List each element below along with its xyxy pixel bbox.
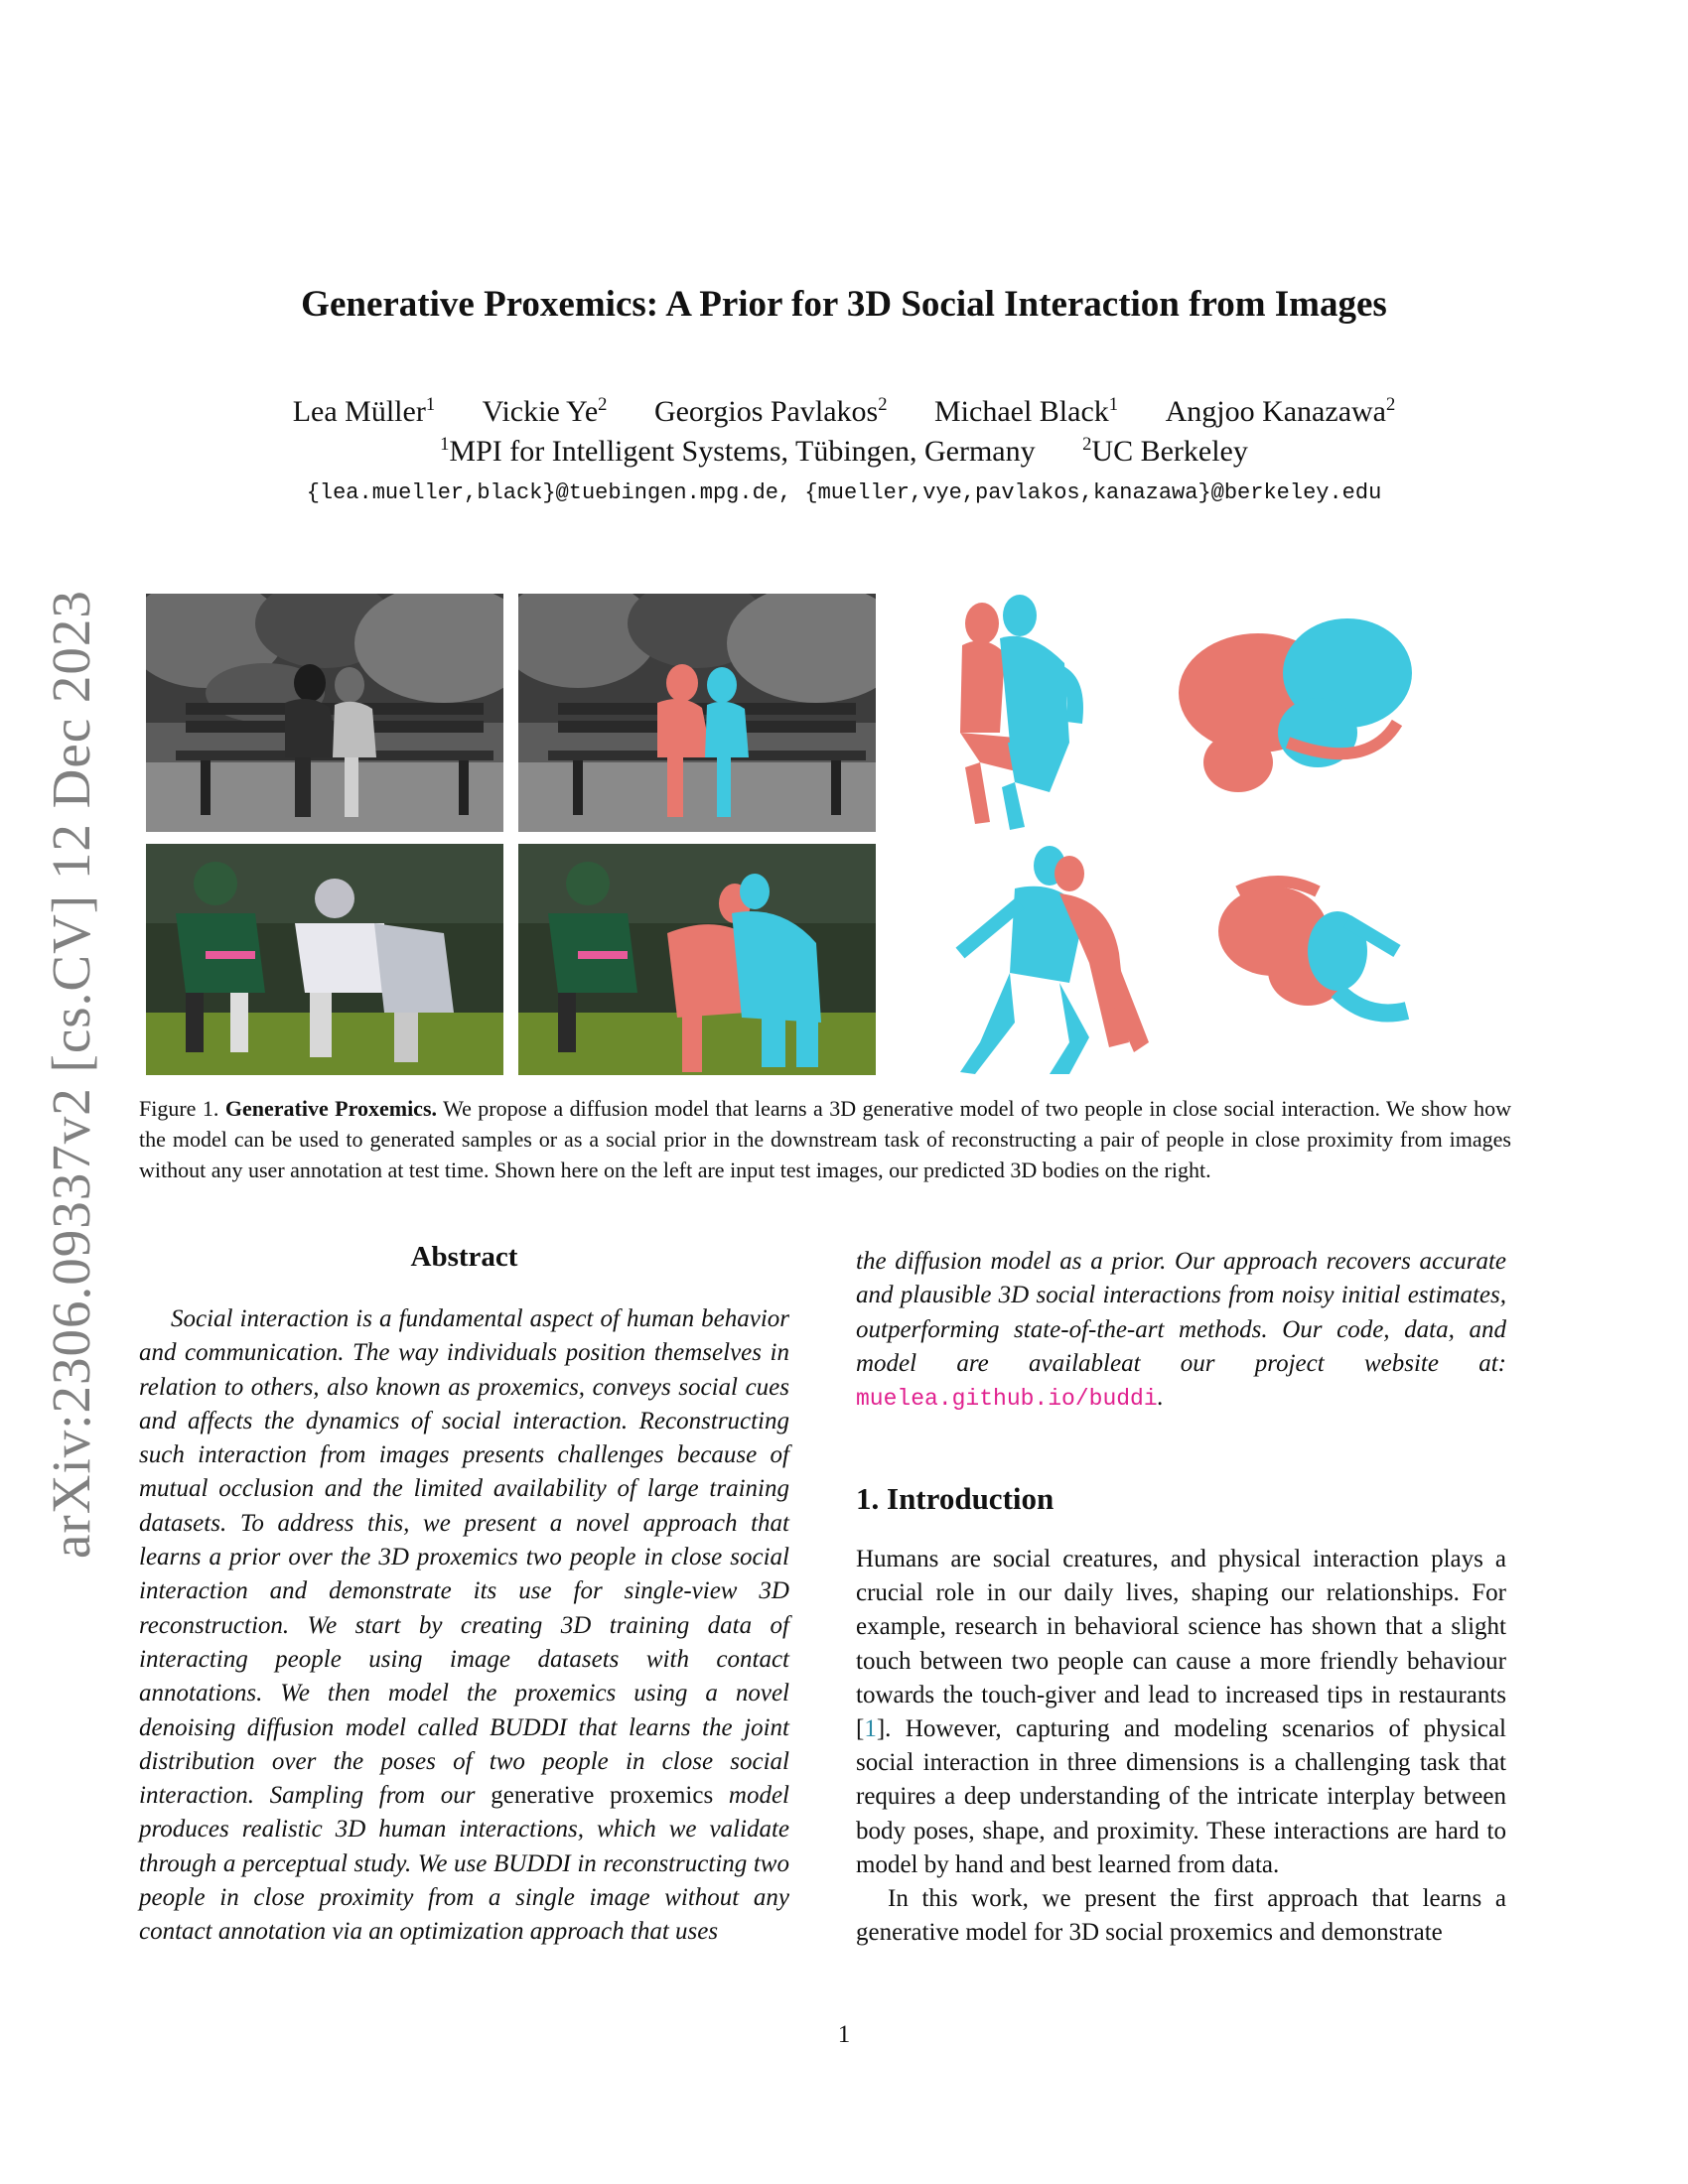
abstract-text: the diffusion model as a prior. Our approach recovers accurate and plausible 3D social interactions from noisy initial estimates, outperforming state-of-the-art methods. Our code, data, and model are availableat our project website at: bbox=[856, 1248, 1506, 1377]
intro-text: In this work, we present the first approach that learns a generative model for 3D social proxemics and demonstrate bbox=[856, 1885, 1506, 1947]
input-image-football bbox=[146, 844, 503, 1075]
overlay-image-bench bbox=[518, 594, 876, 832]
abstract-text: model produces realistic 3D human interactions, which we validate through a perceptual study. We use BUDDI in reconstructing two people in close proximity from a single image without any contact annotation via an optimization approach that uses bbox=[139, 1782, 790, 1946]
affiliation: $^2$UC Berkeley bbox=[1082, 434, 1248, 468]
abstract-body bbox=[139, 1302, 789, 1950]
caption-bold: Generative Proxemics. bbox=[224, 1096, 438, 1121]
author: Angjoo Kanazawa$^2$ bbox=[1165, 394, 1396, 428]
author: Michael Black$^1$ bbox=[934, 394, 1119, 428]
project-link[interactable]: muelea.github.io/buddi bbox=[856, 1386, 1158, 1413]
citation-link[interactable]: 1 bbox=[864, 1715, 877, 1743]
author: Georgios Pavlakos$^2$ bbox=[653, 394, 888, 428]
author-list bbox=[0, 395, 1688, 429]
paper-title: Generative Proxemics: A Prior for 3D Social Interaction from Images bbox=[301, 284, 1387, 325]
abstract-heading: Abstract bbox=[410, 1241, 518, 1273]
introduction-body bbox=[856, 1543, 1506, 1950]
author-emails: {lea.mueller,black}@tuebingen.mpg.de, {mueller,vye,pavlakos,kanazawa}@berkeley.edu bbox=[306, 480, 1382, 505]
figure-1 bbox=[146, 594, 1506, 1075]
page-number: 1 bbox=[837, 2021, 851, 2048]
render-bench-front bbox=[920, 594, 1119, 832]
abstract-text: Social interaction is a fundamental aspect of human behavior and communication. The way individuals position themselves in relation to others, also known as proxemics, conveys social cues and affects the dynamics of social interaction. Reconstructing such interaction from images presents challenges because of mutual occlusion and the limited availability of large training datasets. To address this, we present a novel approach that learns a prior over the 3D proxemics two people in close social interaction and demonstrate its use for single-view 3D reconstruction. We start by creating 3D training data of interacting people using image datasets with contact annotations. We then model the proxemics using a novel denoising diffusion model called BUDDI that learns the joint distribution over the poses of two people in close social interaction. Sampling from our bbox=[139, 1305, 789, 1810]
introduction-heading: 1. Introduction bbox=[856, 1481, 1055, 1516]
arxiv-identifier: arXiv:2306.09337v2 [cs.CV] 12 Dec 2023 bbox=[41, 590, 101, 1559]
abstract-continued: the diffusion model as a prior. Our approach recovers accurate and plausible 3D social interactions from noisy initial estimates, outperforming state-of-the-art methods. Our code, data, and model are availableat our project website at: muelea.github.io/buddi. bbox=[856, 1248, 1506, 1413]
affiliations bbox=[0, 435, 1688, 469]
author: Lea Müller$^1$ bbox=[292, 394, 436, 428]
author: Vickie Ye$^2$ bbox=[482, 394, 608, 428]
affiliation: $^1$MPI for Intelligent Systems, Tübingen, Germany bbox=[440, 434, 1036, 468]
caption-text: We propose a diffusion model that learns a 3D generative model of two people in close social interaction. We show how the model can be used to generated samples or as a social prior in the downstream task of reconstructing a pair of people in close proximity from images without any user annotation at test time. Shown here on the left are input test images, our predicted 3D bodies on the right. bbox=[139, 1096, 1512, 1182]
render-football-top bbox=[1198, 862, 1427, 1060]
input-image-bench bbox=[146, 594, 503, 832]
figure-caption bbox=[139, 1093, 1511, 1185]
caption-label: Figure 1. bbox=[139, 1096, 219, 1121]
overlay-image-football bbox=[518, 844, 876, 1075]
abstract-text-upright: generative proxemics bbox=[491, 1782, 714, 1810]
render-football-front bbox=[920, 844, 1179, 1075]
intro-text: ]. However, capturing and modeling scenarios of physical social interaction in three dimensions is a challenging task that requires a deep understanding of the intricate interplay between body poses, shape, and proximity. These interactions are hard to model by hand and best learned from data. bbox=[856, 1715, 1506, 1878]
intro-text: Humans are social creatures, and physical interaction plays a crucial role in our daily lives, shaping our relationships. For example, research in behavioral science has shown that a slight touch between two people can cause a more friendly behaviour towards the touch-giver and lead to increased tips in restaurants [ bbox=[856, 1546, 1506, 1743]
render-bench-top bbox=[1169, 614, 1417, 812]
